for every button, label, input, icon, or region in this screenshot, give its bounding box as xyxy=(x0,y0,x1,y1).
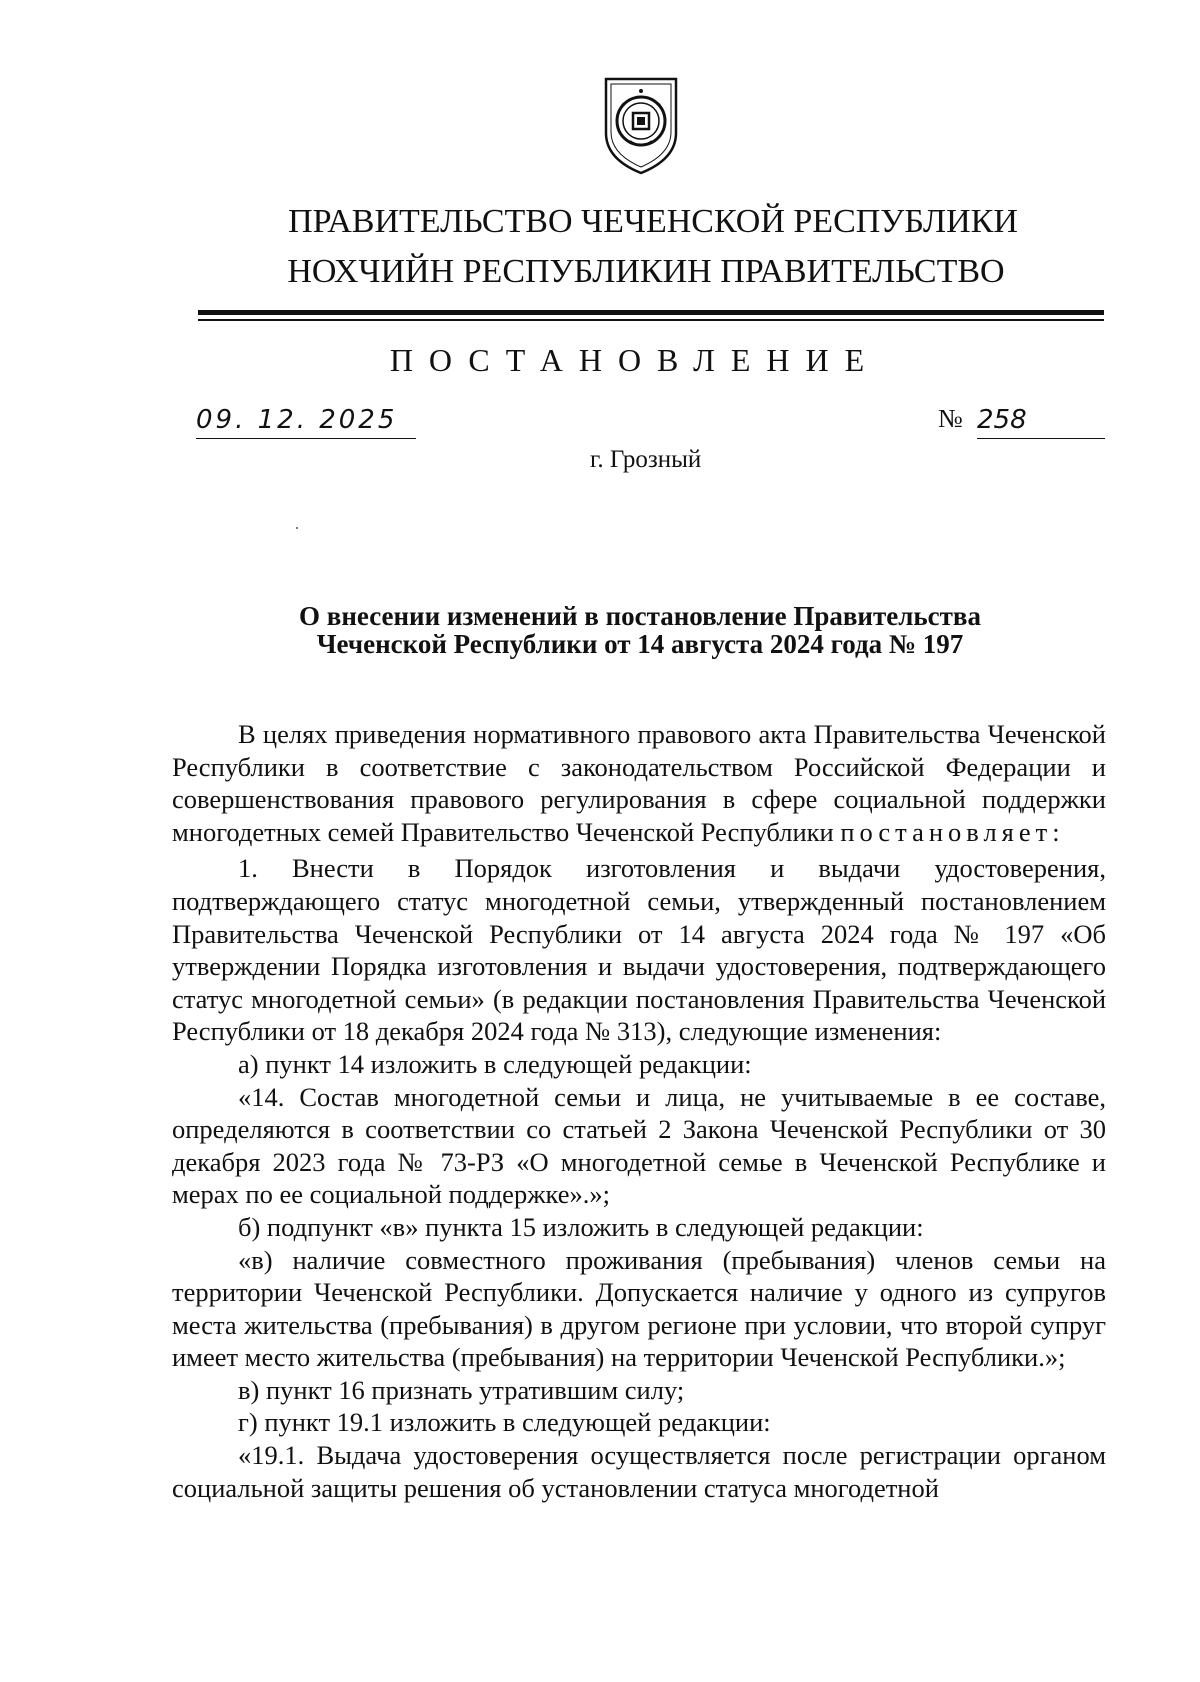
government-name-chechen: НОХЧИЙН РЕСПУБЛИКИН ПРАВИТЕЛЬСТВО xyxy=(287,253,1005,290)
document-number: 258 xyxy=(977,402,1105,439)
preamble-paragraph xyxy=(172,718,1106,848)
clause-v-paragraph: в) пункт 16 признать утратившим силу; xyxy=(238,1374,685,1405)
document-date: 09. 12. 2025 xyxy=(196,402,416,439)
clause-b-paragraph: б) подпункт «в» пункта 15 изложить в следующей редакции: xyxy=(238,1211,924,1242)
title-line-2: Чеченской Республики от 14 августа 2024 года № 197 xyxy=(316,629,964,659)
document-body xyxy=(172,718,1106,1504)
clause-14-text-paragraph: «14. Состав многодетной семьи и лица, не учитываемые в ее составе, определяются в соответствии со статьей 2 Закона Чеченской Республики от 30 декабря 2023 года № 73-РЗ «О многодетной семье в Чеченской Республике и мерах по ее социальной поддержке».»; xyxy=(172,1081,1106,1210)
chechen-republic-emblem-icon xyxy=(600,75,682,177)
document-city: г. Грозный xyxy=(590,446,702,473)
clause-g-paragraph: г) пункт 19.1 изложить в следующей редакции: xyxy=(238,1407,771,1438)
title-line-1: О внесении изменений в постановление Правительства xyxy=(299,601,981,631)
number-sign: № xyxy=(938,404,963,433)
header-divider-thick xyxy=(198,310,1104,315)
document-type: ПОСТАНОВЛЕНИЕ xyxy=(389,342,881,378)
government-name-russian: ПРАВИТЕЛЬСТВО ЧЕЧЕНСКОЙ РЕСПУБЛИКИ xyxy=(288,203,1018,240)
preamble-text: В целях приведения нормативного правового акта Правительства Чеченской Республики в соответствие с законодательством Российской Федерации и совершенствования правового регулирования в сфере социальной поддержки многодетных семей Правительство Чеченской Республики xyxy=(172,719,1106,847)
clause-a-paragraph: а) пункт 14 изложить в следующей редакции: xyxy=(238,1048,752,1079)
scan-speck xyxy=(296,527,298,529)
header-divider-thin xyxy=(198,319,1104,321)
clause-19-1-text-paragraph: «19.1. Выдача удостоверения осуществляется после регистрации органом социальной защиты решения об установлении статуса многодетной xyxy=(172,1440,1106,1503)
document-title xyxy=(180,602,1100,658)
decree-word: постановляет: xyxy=(840,816,1065,847)
clause-1-paragraph: 1. Внести в Порядок изготовления и выдачи удостоверения, подтверждающего статус многодетной семьи, утвержденный постановлением Правительства Чеченской Республики от 14 августа 2024 года № 197 «Об утверждении Порядка изготовления и выдачи удостоверения, подтверждающего статус многодетной семьи» (в редакции постановления Правительства Чеченской Республики от 18 декабря 2024 года № 313), следующие изменения: xyxy=(172,853,1106,1047)
subclause-v-text-paragraph: «в) наличие совместного проживания (пребывания) членов семьи на территории Чеченской Республики. Допускается наличие у одного из супругов места жительства (пребывания) в другом регионе при условии, что второй супруг имеет место жительства (пребывания) на территории Чеченской Республики.»; xyxy=(172,1244,1106,1373)
